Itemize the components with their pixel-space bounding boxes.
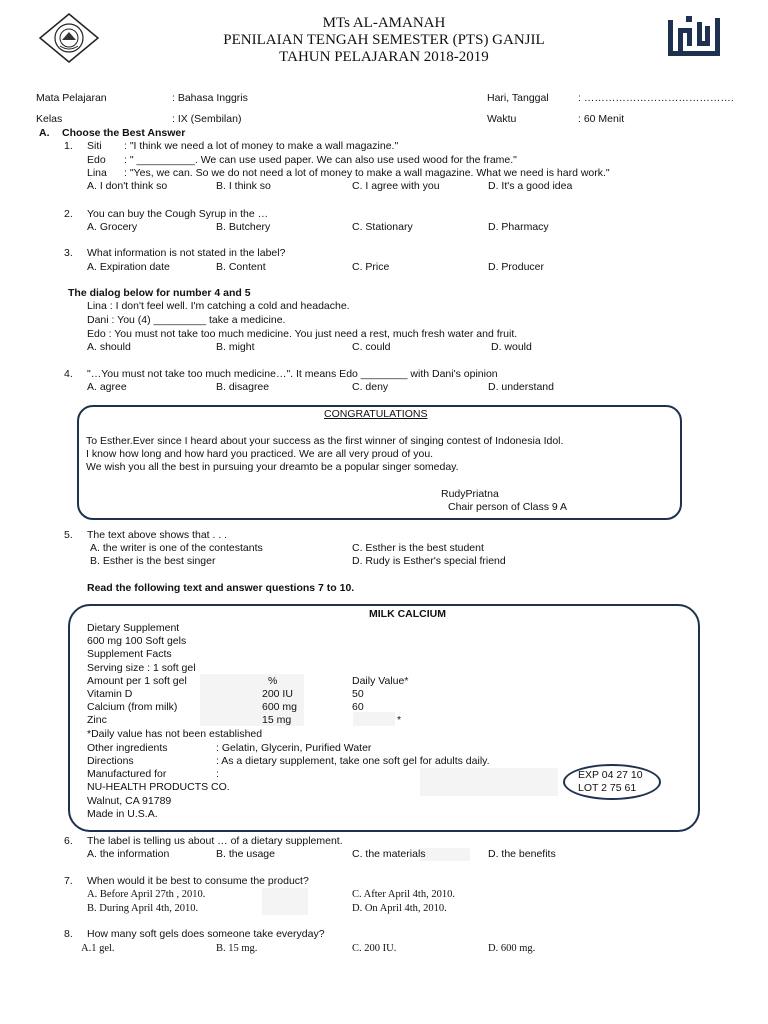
congratulations-line-3: We wish you all the best in pursuing your dreamto be a popular singer someday.	[86, 461, 459, 473]
class-label: Kelas	[36, 113, 63, 125]
q8-option-b[interactable]: B. 15 mg.	[216, 943, 258, 954]
dialog-option-c[interactable]: C. could	[352, 341, 391, 353]
q7-option-d[interactable]: D. On April 4th, 2010.	[352, 903, 447, 914]
section-title: Choose the Best Answer	[62, 127, 186, 139]
q6-option-a[interactable]: A. the information	[87, 848, 170, 860]
school-name: MTs AL-AMANAH	[322, 15, 446, 31]
table-shade	[420, 768, 558, 796]
q7-text: When would it be best to consume the product?	[87, 875, 309, 887]
q5-option-d[interactable]: D. Rudy is Esther's special friend	[352, 555, 506, 567]
q1-option-d[interactable]: D. It's a good idea	[488, 180, 573, 192]
q5-option-b[interactable]: B. Esther is the best singer	[90, 555, 216, 567]
q6-option-d[interactable]: D. the benefits	[488, 848, 556, 860]
nutrient-daily-value: 60	[352, 701, 364, 713]
q5-option-c[interactable]: C. Esther is the best student	[352, 542, 484, 554]
q4-option-d[interactable]: D. understand	[488, 381, 554, 393]
date-label: Hari, Tanggal	[487, 92, 549, 104]
milk-line-3: Supplement Facts	[87, 648, 172, 660]
congratulations-line-2: I know how long and how hard you practiced. We are all very proud of you.	[86, 448, 434, 460]
q8-text: How many soft gels does someone take everyday?	[87, 928, 325, 940]
q1-speaker-2: Edo	[87, 154, 106, 166]
time-label: Waktu	[487, 113, 517, 125]
q5-text: The text above shows that . . .	[87, 529, 228, 541]
q8-option-d[interactable]: D. 600 mg.	[488, 943, 536, 954]
q7-number: 7.	[64, 875, 73, 887]
class-value: : IX (Sembilan)	[172, 113, 242, 125]
dialog-line-3: Edo : You must not take too much medicine. You just need a rest, much fresh water and fruit.	[87, 328, 518, 340]
q4-option-b[interactable]: B. disagree	[216, 381, 270, 393]
q6-option-c[interactable]: C. the materials	[352, 848, 426, 860]
q4-text: "…You must not take too much medicine…". It means Edo ________ with Dani's opinion	[87, 368, 498, 380]
q2-option-a[interactable]: A. Grocery	[87, 221, 138, 233]
dialog-option-b[interactable]: B. might	[216, 341, 255, 353]
q3-option-d[interactable]: D. Producer	[488, 261, 545, 273]
q3-option-b[interactable]: B. Content	[216, 261, 266, 273]
milk-line-1: Dietary Supplement	[87, 622, 180, 634]
congratulations-title: CONGRATULATIONS	[324, 408, 428, 420]
q8-number: 8.	[64, 928, 73, 940]
directions-value: : As a dietary supplement, take one soft gel for adults daily.	[216, 755, 490, 767]
q1-number: 1.	[64, 140, 73, 152]
q1-line-3: : "Yes, we can. So we do not need a lot of money to make a wall magazine. What we need is hard work."	[124, 167, 610, 179]
q1-line-2: : " __________. We can use used paper. We can also use used wood for the frame."	[124, 154, 517, 166]
q2-number: 2.	[64, 208, 73, 220]
option-shade	[420, 848, 470, 861]
q8-option-c[interactable]: C. 200 IU.	[352, 943, 397, 954]
milk-title: MILK CALCIUM	[369, 608, 446, 620]
q1-option-b[interactable]: B. I think so	[216, 180, 271, 192]
lot-code: LOT 2 75 61	[578, 782, 637, 794]
nutrient-name: Calcium (from milk)	[87, 701, 178, 713]
directions-label: Directions	[87, 755, 134, 767]
q4-option-a[interactable]: A. agree	[87, 381, 127, 393]
q4-option-c[interactable]: C. deny	[352, 381, 389, 393]
dialog-option-a[interactable]: A. should	[87, 341, 131, 353]
q2-option-d[interactable]: D. Pharmacy	[488, 221, 549, 233]
q1-option-a[interactable]: A. I don't think so	[87, 180, 168, 192]
time-value: : 60 Menit	[578, 113, 625, 125]
academic-year: TAHUN PELAJARAN 2018-2019	[279, 49, 489, 65]
q1-option-c[interactable]: C. I agree with you	[352, 180, 440, 192]
other-ingredients-label: Other ingredients	[87, 742, 168, 754]
reading-instruction: Read the following text and answer questions 7 to 10.	[87, 582, 355, 594]
q1-line-1: : "I think we need a lot of money to make a wall magazine."	[124, 140, 399, 152]
q7-option-b[interactable]: B. During April 4th, 2010.	[87, 903, 199, 914]
dialog-option-d[interactable]: D. would	[491, 341, 532, 353]
percent-header: %	[268, 675, 278, 687]
q3-option-a[interactable]: A. Expiration date	[87, 261, 170, 273]
q7-option-c[interactable]: C. After April 4th, 2010.	[352, 889, 455, 900]
q6-option-b[interactable]: B. the usage	[216, 848, 275, 860]
q8-option-a[interactable]: A.1 gel.	[81, 943, 115, 954]
subject-label: Mata Pelajaran	[36, 92, 107, 104]
q4-number: 4.	[64, 368, 73, 380]
dialog-title: The dialog below for number 4 and 5	[68, 287, 251, 299]
dialog-line-2: Dani : You (4) _________ take a medicine.	[87, 314, 286, 326]
q1-speaker-1: Siti	[87, 140, 102, 152]
exam-title: PENILAIAN TENGAH SEMESTER (PTS) GANJIL	[223, 32, 545, 48]
expiration-code: EXP 04 27 10	[578, 769, 643, 781]
nutrient-daily-value: *	[397, 714, 402, 726]
signature-name: RudyPriatna	[441, 488, 499, 500]
nutrient-daily-value: 50	[352, 688, 364, 700]
q7-option-a[interactable]: A. Before April 27th , 2010.	[87, 889, 206, 900]
q2-option-c[interactable]: C. Stationary	[352, 221, 413, 233]
congratulations-line-1: To Esther.Ever since I heard about your success as the first winner of singing contest of Indonesia Idol.	[86, 435, 564, 447]
daily-value-header: Daily Value*	[352, 675, 409, 687]
q5-option-a[interactable]: A. the writer is one of the contestants	[90, 542, 263, 554]
milk-line-4: Serving size : 1 soft gel	[87, 662, 196, 674]
amount-header: Amount per 1 soft gel	[87, 675, 187, 687]
q2-option-b[interactable]: B. Butchery	[216, 221, 271, 233]
q2-text: You can buy the Cough Syrup in the …	[87, 208, 269, 220]
nutrient-amount: 15 mg	[262, 714, 292, 726]
company-city: Walnut, CA 91789	[87, 795, 172, 807]
q1-speaker-3: Lina	[87, 167, 107, 179]
q3-text: What information is not stated in the label?	[87, 247, 286, 259]
manufacturer-label: Manufactured for	[87, 768, 167, 780]
subject-value: : Bahasa Inggris	[172, 92, 248, 104]
q3-number: 3.	[64, 247, 73, 259]
other-ingredients-value: : Gelatin, Glycerin, Purified Water	[216, 742, 372, 754]
daily-value-note: *Daily value has not been established	[87, 728, 263, 740]
company-name: NU-HEALTH PRODUCTS CO.	[87, 781, 230, 793]
made-in: Made in U.S.A.	[87, 808, 158, 820]
option-shade	[262, 888, 308, 915]
q6-text: The label is telling us about … of a dietary supplement.	[87, 835, 343, 847]
dialog-line-1: Lina : I don't feel well. I'm catching a cold and headache.	[87, 300, 350, 312]
nutrient-name: Zinc	[87, 714, 107, 726]
section-number: A.	[39, 127, 50, 139]
q5-number: 5.	[64, 529, 73, 541]
milk-line-2: 600 mg 100 Soft gels	[87, 635, 187, 647]
nutrient-name: Vitamin D	[87, 688, 133, 700]
nutrient-amount: 600 mg	[262, 701, 298, 713]
nutrient-amount: 200 IU	[262, 688, 293, 700]
signature-role: Chair person of Class 9 A	[448, 501, 568, 513]
date-value: : …………………………………….	[578, 92, 734, 104]
q6-number: 6.	[64, 835, 73, 847]
q3-option-c[interactable]: C. Price	[352, 261, 390, 273]
manufacturer-colon: :	[216, 768, 219, 780]
table-shade	[353, 712, 395, 726]
